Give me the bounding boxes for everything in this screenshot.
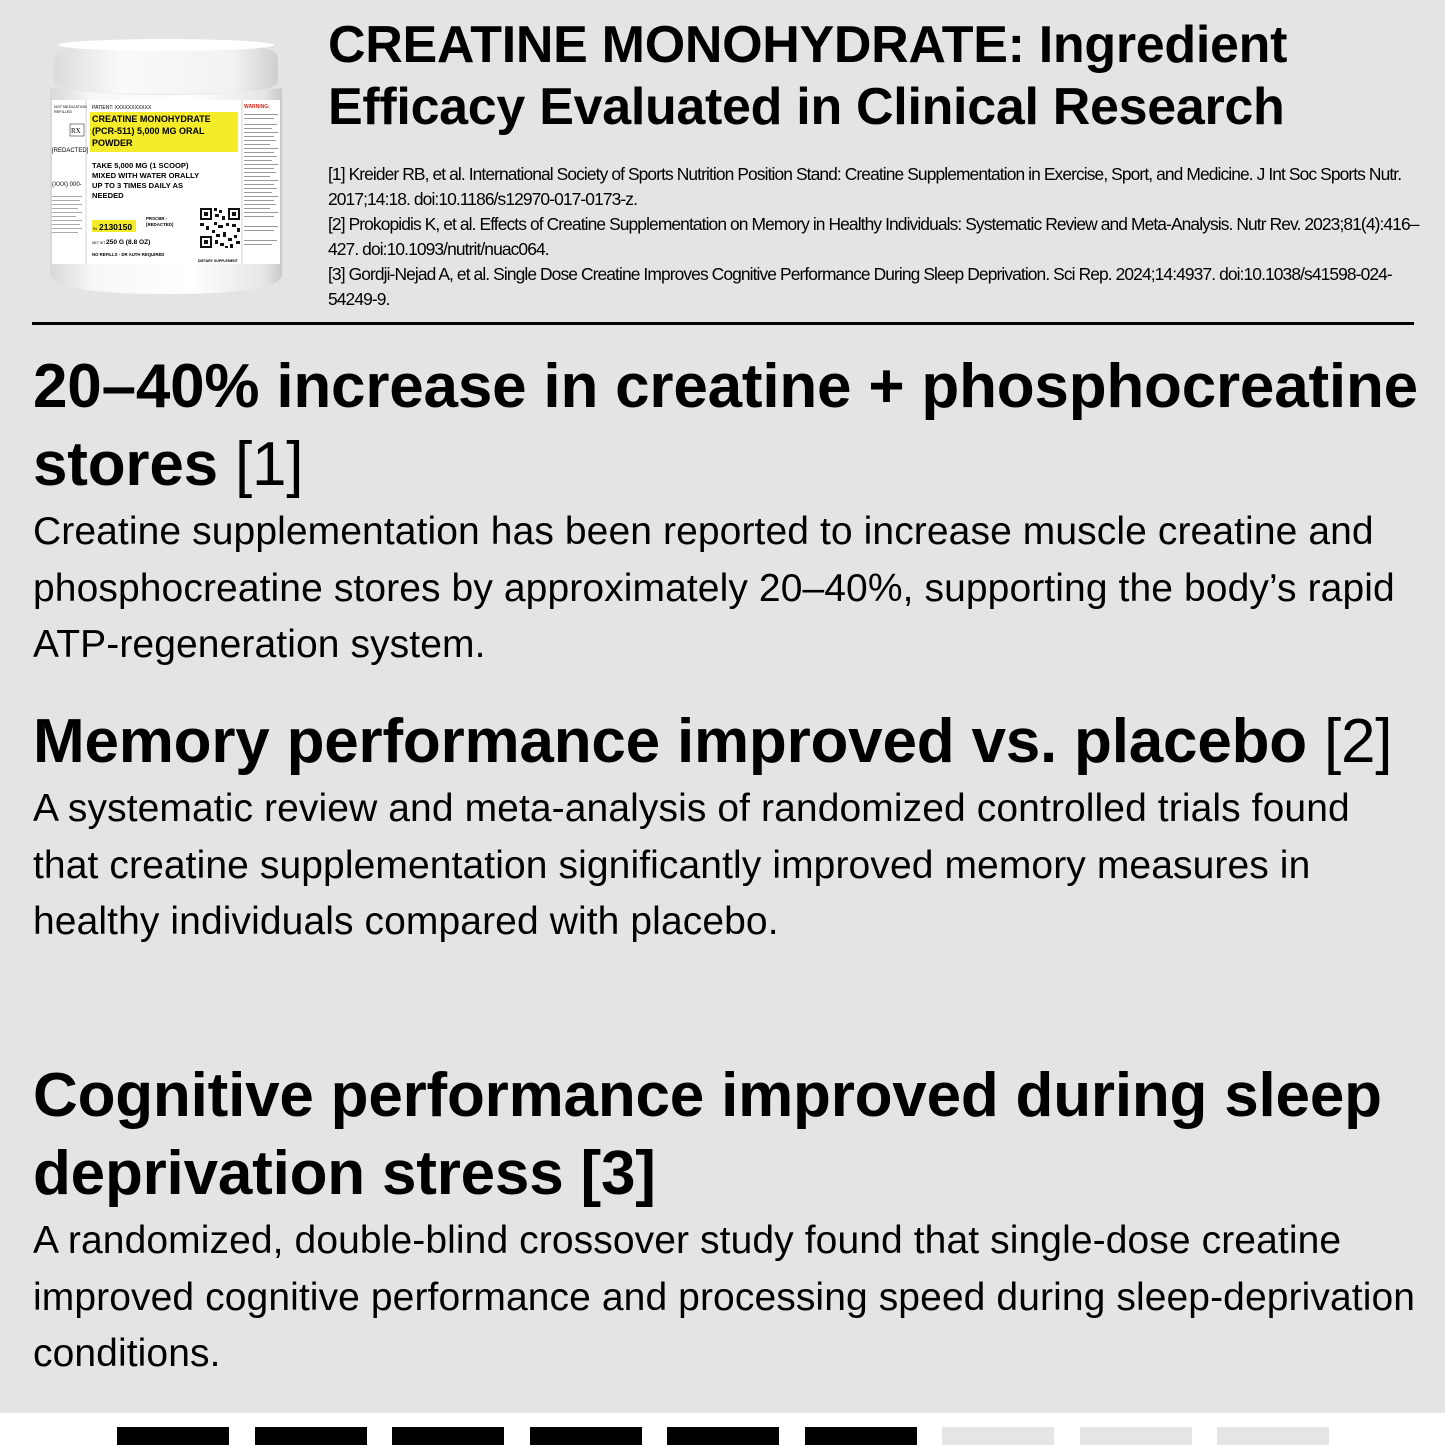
label-phone: (XXX) 000- <box>52 182 82 188</box>
label-dietary-supplement: DIETARY SUPPLEMENT <box>198 259 238 263</box>
claim-body: Creatine supplementation has been reported to increase muscle creatine and phosphocreatine stores by approximately 20–40%, supporting the body’s rapid ATP-regeneration system. <box>33 510 1395 666</box>
claim-heading-text: Cognitive performance improved during sleep deprivation stress <box>33 1061 1382 1208</box>
progress-segment-complete <box>667 1427 779 1445</box>
citation-marker: [3] <box>580 1139 656 1208</box>
qr-code-icon <box>200 208 240 248</box>
label-redacted: [REDACTED] <box>52 148 89 154</box>
product-jar-image <box>48 36 284 298</box>
label-rx-prefix: Rx <box>93 227 98 231</box>
reference-item: [1] Kreider RB, et al. International Society of Sports Nutrition Position Stand: Creatine Supplementation in Exercise, Sport, and Medicine. J Int Soc Sports Nutr. 2017;14:18. doi:10.1186/s12970-017-0173-z. <box>328 164 1402 209</box>
claim-body: A systematic review and meta-analysis of randomized controlled trials found that creatine supplementation significantly improved memory measures in healthy individuals compared with placebo. <box>33 787 1350 943</box>
progress-segment-pending <box>1080 1427 1192 1445</box>
label-product-name: CREATINE MONOHYDRATE (PCR-511) 5,000 MG ORAL POWDER <box>92 114 211 148</box>
label-rx-number: 2130150 <box>99 222 133 232</box>
header-divider <box>32 322 1414 325</box>
progress-segment-pending <box>942 1427 1054 1445</box>
progress-segment-complete <box>392 1427 504 1445</box>
claim-heading <box>33 703 1423 781</box>
reference-list <box>328 162 1423 312</box>
claim-heading <box>33 348 1423 504</box>
label-warning: WARNING: <box>244 104 270 110</box>
label-prescriber: PRSCBR - [REDACTED] <box>146 216 174 227</box>
claim-section-creatine-stores <box>33 348 1423 674</box>
claim-heading-text: Memory performance improved vs. placebo <box>33 707 1307 776</box>
citation-marker: [1] <box>234 430 304 499</box>
brand-mark: RX <box>71 127 81 135</box>
progress-segment-pending <box>1217 1427 1329 1445</box>
progress-segment-complete <box>255 1427 367 1445</box>
label-left-strip-1: NOT MEDICATION <box>54 105 87 109</box>
label-directions: TAKE 5,000 MG (1 SCOOP) MIXED WITH WATER ORALLY UP TO 3 TIMES DAILY AS NEEDED <box>92 161 200 200</box>
citation-marker: [2] <box>1323 707 1393 776</box>
label-net-weight: 250 G (8.8 OZ) <box>106 239 151 246</box>
claim-section-cognitive <box>33 1057 1423 1383</box>
page-title: CREATINE MONOHYDRATE: Ingredient Efficacy Evaluated in Clinical Research <box>328 16 1288 136</box>
claim-section-memory <box>33 703 1423 951</box>
reference-item: [2] Prokopidis K, et al. Effects of Creatine Supplementation on Memory in Healthy Individuals: Systematic Review and Meta-Analysis. Nutr Rev. 2023;81(4):416–427. doi:10.1093/nutrit/nuac064. <box>328 214 1419 259</box>
label-net-wt-prefix: NET WT <box>92 241 106 245</box>
claim-body: A randomized, double-blind crossover study found that single-dose creatine improved cognitive performance and processing speed during sleep-deprivation conditions. <box>33 1219 1416 1375</box>
slide-progress-indicator <box>0 1413 1445 1445</box>
label-left-strip-2: REFILLED <box>54 110 73 114</box>
progress-segment-complete <box>530 1427 642 1445</box>
claim-heading-text: 20–40% increase in creatine + phosphocreatine stores <box>33 352 1418 499</box>
reference-item: [3] Gordji-Nejad A, et al. Single Dose Creatine Improves Cognitive Performance During Sleep Deprivation. Sci Rep. 2024;14:4937. doi:10.1038/s41598-024-54249-9. <box>328 264 1392 309</box>
claim-heading <box>33 1057 1423 1213</box>
progress-segment-complete <box>117 1427 229 1445</box>
label-patient: PATIENT: XXXXXXXXXXX <box>92 105 152 111</box>
label-refills: NO REFILLS - DR AUTH REQUIRED <box>92 252 165 257</box>
header <box>0 0 1445 324</box>
progress-segment-complete <box>805 1427 917 1445</box>
